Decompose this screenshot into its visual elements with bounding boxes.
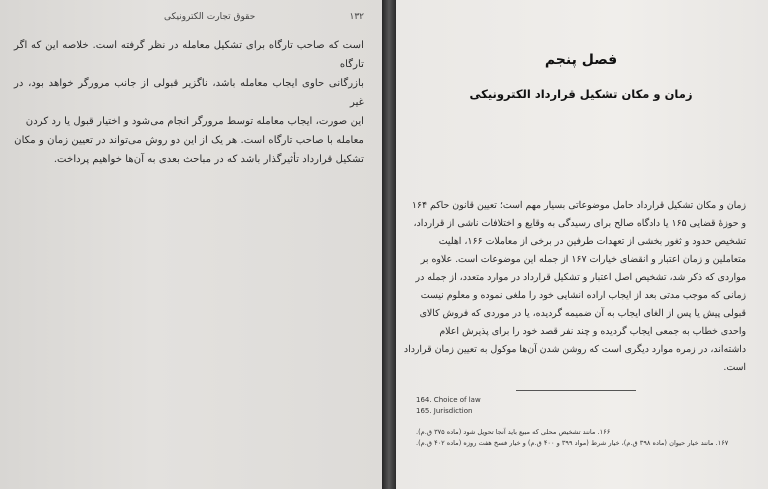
- footnote: ۱۶۶. مانند تشخیص محلی که مبیع باید آنجا تحویل شود (ماده ۳۷۵ ق.م).: [416, 428, 611, 436]
- right-page-paragraph: [403, 197, 746, 377]
- paragraph-line: و حوزهٔ قضایی ۱۶۵ یا دادگاه صالح برای رسیدگی به وقایع و اختلافات ناشی از قرارداد،: [413, 218, 746, 229]
- paragraph-line: زمانی که موجب مدتی بعد از ایجاب اراده انشایی خود را ملغی نموده و معلوم نیست: [420, 290, 746, 301]
- running-head: حقوق تجارت الکترونیکی: [164, 12, 256, 22]
- paragraph-line: قبولی پیش یا پس از الغای ایجاب به آن ضمیمه گردیده، یا در موردی که فروش کالای: [419, 308, 746, 319]
- paragraph-line: این صورت، ایجاب معامله توسط مرورگر انجام می‌شود و اختیار قبول یا رد کردن: [25, 116, 364, 127]
- footnote: 164. Choice of law: [416, 396, 481, 404]
- paragraph-line: بازرگانی حاوی ایجاب معامله باشد، ناگزیر قبولی از جانب مرورگر خواهد بود، در غیر: [14, 78, 364, 108]
- footnote-separator: [516, 390, 636, 391]
- page-number: ۱۳۲: [349, 12, 364, 22]
- paragraph-line: است که صاحب تارگاه برای تشکیل معامله در نظر گرفته است. خلاصه این که اگر تارگاه: [14, 40, 364, 70]
- left-page-paragraph: [14, 36, 364, 169]
- paragraph-line: تشخیص حدود و ثغور بخشی از تعهدات طرفین در برخی از معاملات ۱۶۶، اهلیت: [438, 236, 746, 247]
- paragraph-line: زمان و مکان تشکیل قرارداد حامل موضوعاتی بسیار مهم است؛ تعیین قانون حاکم ۱۶۴: [411, 200, 746, 211]
- paragraph-line: تشکیل قرارداد تأثیرگذار باشد که در مباحث بعدی به آن‌ها خواهیم پرداخت.: [53, 154, 364, 165]
- footnotes-persian: [416, 427, 746, 449]
- chapter-title: فصل پنجم: [544, 52, 618, 68]
- footnotes-english: [416, 395, 746, 417]
- paragraph-line: معامله با صاحب تارگاه است. هر یک از این دو روش می‌تواند در تعیین زمان و مکان: [14, 135, 364, 146]
- footnote: 165. Jurisdiction: [416, 407, 473, 415]
- book-spine-gutter: [382, 0, 396, 489]
- right-book-page: [396, 0, 768, 489]
- footnote: ۱۶۷. مانند خیار حیوان (ماده ۳۹۸ ق.م)، خیار شرط (مواد ۳۹۹ و ۴۰۰ ق.م) و خیار فسخ هفت روزه (ماده ۴۰۲ ق.م).: [416, 439, 729, 447]
- left-book-page: [0, 0, 382, 489]
- paragraph-line: واحدی خطاب به جمعی ایجاب گردیده و چند نفر قصد خود را برای پذیرش اعلام: [439, 326, 746, 337]
- left-page-header: [14, 12, 364, 22]
- paragraph-line: داشته‌اند، در زمره موارد دیگری است که روشن شدن آن‌ها موکول به تعیین زمان قرارداد: [403, 344, 746, 355]
- chapter-subtitle: زمان و مکان تشکیل قرارداد الکترونیکی: [469, 87, 693, 101]
- paragraph-line: است.: [723, 362, 746, 373]
- paragraph-line: مواردی که ذکر شد، تشخیص اصل اعتبار و تشکیل قرارداد در موارد متعدد، از جمله در: [415, 272, 746, 283]
- paragraph-line: متعاملین و زمان اعتبار و انقضای خیارات ۱۶۷ از جمله این موضوعات است. علاوه بر: [420, 254, 746, 265]
